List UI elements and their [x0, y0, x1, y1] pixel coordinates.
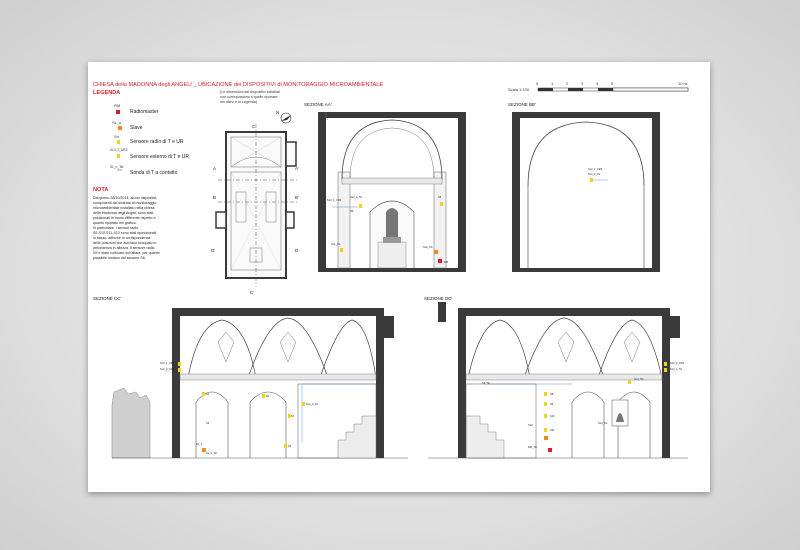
radiomaster-marker	[116, 110, 120, 114]
device-label: SL3_2_UR3	[588, 168, 603, 171]
section-bb	[508, 102, 660, 272]
device-label: S1	[206, 393, 210, 396]
plan-label-a: A	[213, 166, 217, 171]
device-label: S11	[550, 429, 555, 432]
device-label: SL3_4_Tst	[588, 173, 601, 176]
scale-tick-1: 1	[551, 81, 554, 86]
device-label: SL_2_Tst	[206, 452, 217, 455]
plan-label-b: B	[213, 195, 217, 200]
device-label: RM	[444, 261, 449, 264]
technical-drawing	[88, 62, 710, 492]
device-label: S10	[550, 415, 555, 418]
north-label: N	[276, 110, 280, 115]
device-label: SL3_1_UR2	[160, 362, 175, 365]
device-label: SL3_3_UR1	[670, 362, 685, 365]
scale-bar	[508, 81, 688, 92]
device-label: S6	[438, 196, 442, 199]
nota-line: della Madonna degli Angeli, sono stati	[93, 211, 154, 215]
nota-line: possibile lontano dal sensore S8.	[93, 256, 146, 260]
device-label: SL3_1_UR2	[327, 199, 342, 202]
scale-tick-5: 5	[611, 81, 614, 86]
device-label: SL3_4_Tst	[670, 368, 683, 371]
section-aa-title: SEZIONE AA'	[304, 102, 332, 107]
section-aa	[304, 102, 466, 272]
device-label: S12	[528, 424, 533, 427]
scale-tick-2: 2	[566, 81, 569, 86]
device-label: S4	[288, 445, 292, 448]
nota-line: componenti del sistema di monitoraggio	[93, 201, 157, 205]
nota-line: S9-S10-S11-S12 sono stati riposizionati	[93, 231, 157, 235]
legend-label-probe: Sonda di T a contatto	[130, 170, 178, 176]
device-label: S7	[291, 415, 295, 418]
slave-marker	[118, 126, 122, 130]
drawing-title: CHIESA della MADONNA degli ANGELI _ UBICAZIONE dei DISPOSITIVI di MONITORAGGIO MICROAMBIENTALE	[93, 82, 384, 88]
nota-block	[93, 187, 160, 260]
device-label: SL2_4_Tst	[306, 403, 319, 406]
nota-line: quanto riportato nel grafico.	[93, 221, 137, 225]
device-label: SL_2	[196, 443, 203, 446]
plan-label-c: C	[252, 124, 256, 129]
plan-label-d: D	[295, 248, 299, 253]
nota-line: delle posizioni che avevano occupato in	[93, 241, 157, 245]
legend-heading: LEGENDA	[93, 90, 121, 96]
device-label: SL4_Tst	[634, 378, 644, 381]
legend	[110, 103, 189, 176]
legend-label-external-sensor: Sensore esterno di T e UR	[130, 154, 190, 160]
device-label: S9_Tst	[482, 382, 490, 385]
legend-symbol-slave: SL_n	[112, 120, 122, 125]
scale-label: Scala 1:100	[508, 87, 530, 92]
section-cc	[93, 296, 408, 458]
dimensions-note-1: (Le dimensioni dei dispositivi installati	[220, 90, 280, 94]
nota-line: microambientale installato nella chiesa	[93, 206, 155, 210]
legend-label-radiomaster: Radiomaster	[130, 109, 159, 115]
device-label: S2	[266, 395, 270, 398]
legend-symbol-probe: SL_n_Tst	[110, 165, 124, 169]
nota-line: precedenza in altezza. Il sensore radio	[93, 246, 155, 250]
device-label: S3	[206, 422, 210, 425]
legend-symbol-external: SL3_1_UR3	[110, 148, 128, 152]
scale-tick-0: 0	[536, 81, 539, 86]
section-bb-title: SEZIONE BB'	[508, 102, 536, 107]
scale-tick-4: 4	[596, 81, 599, 86]
section-cc-title: SEZIONE CC'	[93, 296, 122, 301]
nota-line: Dal giorno 28/10/2014, alcuni dispositivi,	[93, 196, 158, 200]
device-label: SL1_Tst	[331, 243, 341, 246]
section-dd-title: SEZIONE DD'	[424, 296, 453, 301]
plan-label-d2: D'	[211, 248, 216, 253]
floor-plan	[211, 110, 299, 295]
device-label: SL3_2_UR3	[160, 368, 175, 371]
device-label: S5	[350, 210, 354, 213]
section-dd	[424, 296, 688, 458]
device-label: SL3_4_Tst	[350, 196, 363, 199]
nota-line: posizionati in modo differente rispetto a	[93, 216, 156, 220]
external-sensor-marker	[117, 154, 120, 158]
radio-sensor-marker	[117, 140, 120, 144]
scale-tick-3: 3	[581, 81, 584, 86]
nota-line: in basso, affinchè in corrispondenza	[93, 236, 151, 240]
device-label: SL4_Tst	[598, 422, 608, 425]
device-label: RM_Tst	[528, 446, 537, 449]
dimensions-note-3: nei rilievi e in Legenda)	[220, 100, 257, 104]
plan-label-a2: A'	[295, 166, 299, 171]
device-label: S8	[550, 393, 554, 396]
legend-symbol-rm: RM	[114, 103, 121, 108]
nota-heading: NOTA	[93, 187, 109, 193]
device-label: S9	[550, 403, 554, 406]
legend-symbol-sensor: Sn	[114, 134, 119, 139]
nota-line: S9 è stato collocato sull'altare, per quanto	[93, 251, 160, 255]
north-arrow-icon	[281, 115, 291, 121]
nota-line: In particolare, i sensori radio	[93, 226, 139, 230]
plan-label-c2: C'	[250, 290, 255, 295]
legend-label-radio-sensor: Sensore radio di T e UR	[130, 139, 184, 145]
dimensions-note-2: non corrispondono a quelle riportate	[220, 95, 278, 99]
plan-label-b2: B'	[295, 195, 299, 200]
drawing-sheet	[88, 62, 710, 492]
scale-tick-10: 10 m	[678, 81, 687, 86]
legend-label-slave: Slave	[130, 125, 143, 131]
device-label: SL2_Tst	[423, 246, 433, 249]
